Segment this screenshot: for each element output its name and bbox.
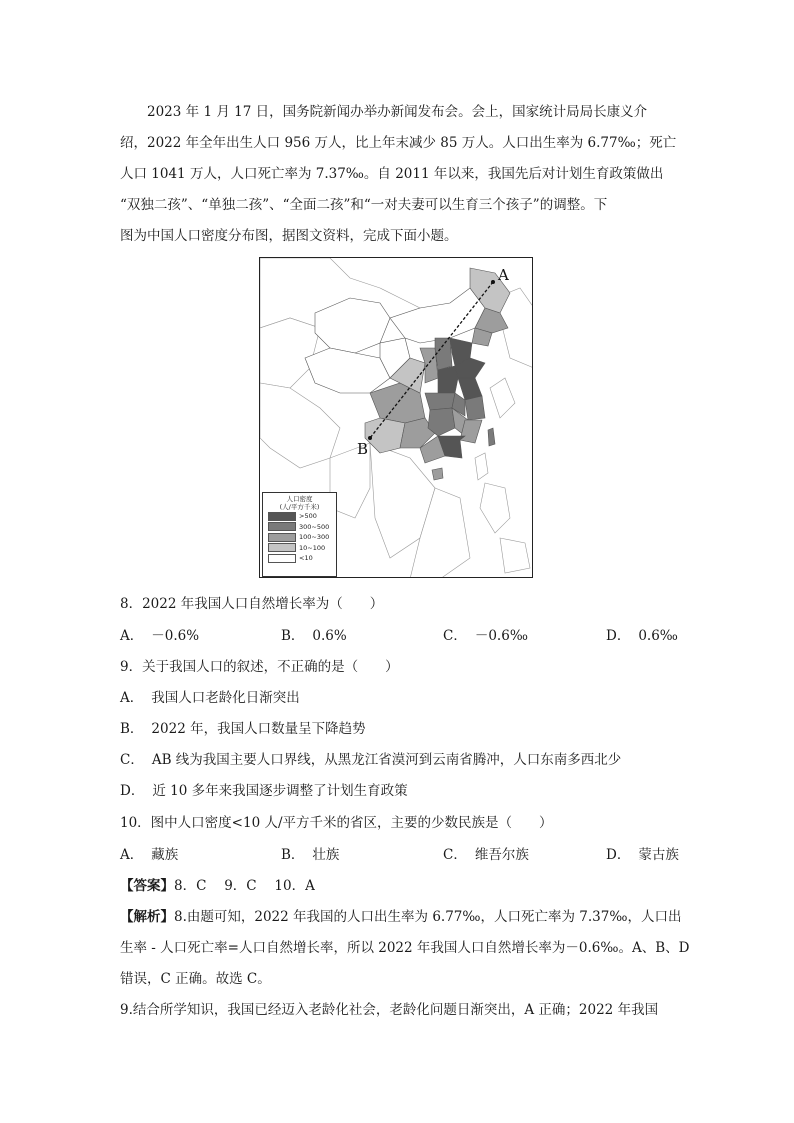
legend-label: >500	[299, 512, 317, 521]
analysis-line-3: 错误，C 正确。故选 C。	[120, 971, 271, 987]
question-9-stem: 9．关于我国人口的叙述，不正确的是（ ）	[120, 659, 399, 675]
point-b-marker	[368, 436, 372, 440]
q8-option-c: C． －0.6‰	[443, 628, 528, 644]
intro-line-1: 2023 年 1 月 17 日，国务院新闻办举办新闻发布会。会上，国家统计局局长康义介	[147, 104, 648, 120]
legend-item	[268, 532, 336, 543]
legend-label: <10	[299, 554, 313, 563]
answer-text: 8．C 9．C 10．A	[174, 878, 315, 894]
q10-option-c: C． 维吾尔族	[443, 847, 529, 863]
legend-item	[268, 511, 336, 522]
question-8-stem: 8．2022 年我国人口自然增长率为（ ）	[120, 596, 384, 612]
intro-line-5: 图为中国人口密度分布图，据图文资料，完成下面小题。	[120, 228, 458, 244]
q9-option-d: D． 近 10 多年来我国逐步调整了计划生育政策	[120, 783, 408, 799]
answer-label: 【答案】	[120, 878, 174, 894]
q9-option-c: C． AB 线为我国主要人口界线，从黑龙江省漠河到云南省腾冲，人口东南多西北少	[120, 752, 622, 768]
q10-option-a: A． 藏族	[120, 847, 179, 863]
legend-label: 300~500	[299, 522, 330, 531]
point-a-marker	[491, 280, 495, 284]
intro-line-3: 人口 1041 万人，人口死亡率为 7.37‰。自 2011 年以来，我国先后对计划生育政策做出	[120, 166, 664, 182]
analysis-text-1: 8.由题可知，2022 年我国的人口出生率为 6.77‰，人口死亡率为 7.37‰，人口出	[174, 909, 682, 925]
intro-line-4: “双独二孩”、“单独二孩”、“全面二孩”和“一对夫妻可以生育三个孩子”的调整。下	[120, 197, 608, 213]
legend-label: 10~100	[299, 543, 326, 552]
legend-swatch	[268, 543, 296, 552]
q10-option-d: D． 蒙古族	[606, 847, 679, 863]
legend-item	[268, 543, 336, 554]
legend-swatch	[268, 522, 296, 531]
q8-option-d: D． 0.6‰	[606, 628, 678, 644]
intro-line-2: 绍，2022 年全年出生人口 956 万人，比上年末减少 85 万人。人口出生率为 6.77‰；死亡	[120, 135, 677, 151]
answer-line	[120, 874, 315, 894]
population-density-map	[259, 257, 533, 578]
q9-option-a: A． 我国人口老龄化日渐突出	[120, 690, 300, 706]
legend-swatch	[268, 554, 296, 563]
analysis-label: 【解析】	[120, 909, 174, 925]
legend-item	[268, 553, 336, 564]
q8-option-a: A． －0.6%	[120, 628, 200, 644]
legend-title-1: 人口密度	[286, 495, 313, 503]
legend-swatch	[268, 533, 296, 542]
legend-title-2: (人/平方千米)	[279, 503, 320, 511]
q10-option-b: B． 壮族	[281, 847, 340, 863]
question-10-stem: 10．图中人口密度<10 人/平方千米的省区，主要的少数民族是（ ）	[120, 815, 553, 831]
map-legend	[262, 492, 337, 577]
q8-option-b: B． 0.6%	[281, 628, 347, 644]
analysis-line-1	[120, 905, 681, 925]
legend-label: 100~300	[299, 533, 330, 542]
label-point-b: B	[357, 440, 369, 458]
q9-option-b: B． 2022 年，我国人口数量呈下降趋势	[120, 721, 366, 737]
analysis-line-2: 生率 - 人口死亡率=人口自然增长率，所以 2022 年我国人口自然增长率为－0.6‰。A、B、D	[120, 940, 690, 956]
legend-swatch	[268, 512, 296, 521]
legend-item	[268, 522, 336, 533]
analysis-line-4: 9.结合所学知识，我国已经迈入老龄化社会，老龄化问题日渐突出，A 正确；2022 年我国	[120, 1002, 659, 1018]
label-point-a: A	[498, 266, 509, 284]
